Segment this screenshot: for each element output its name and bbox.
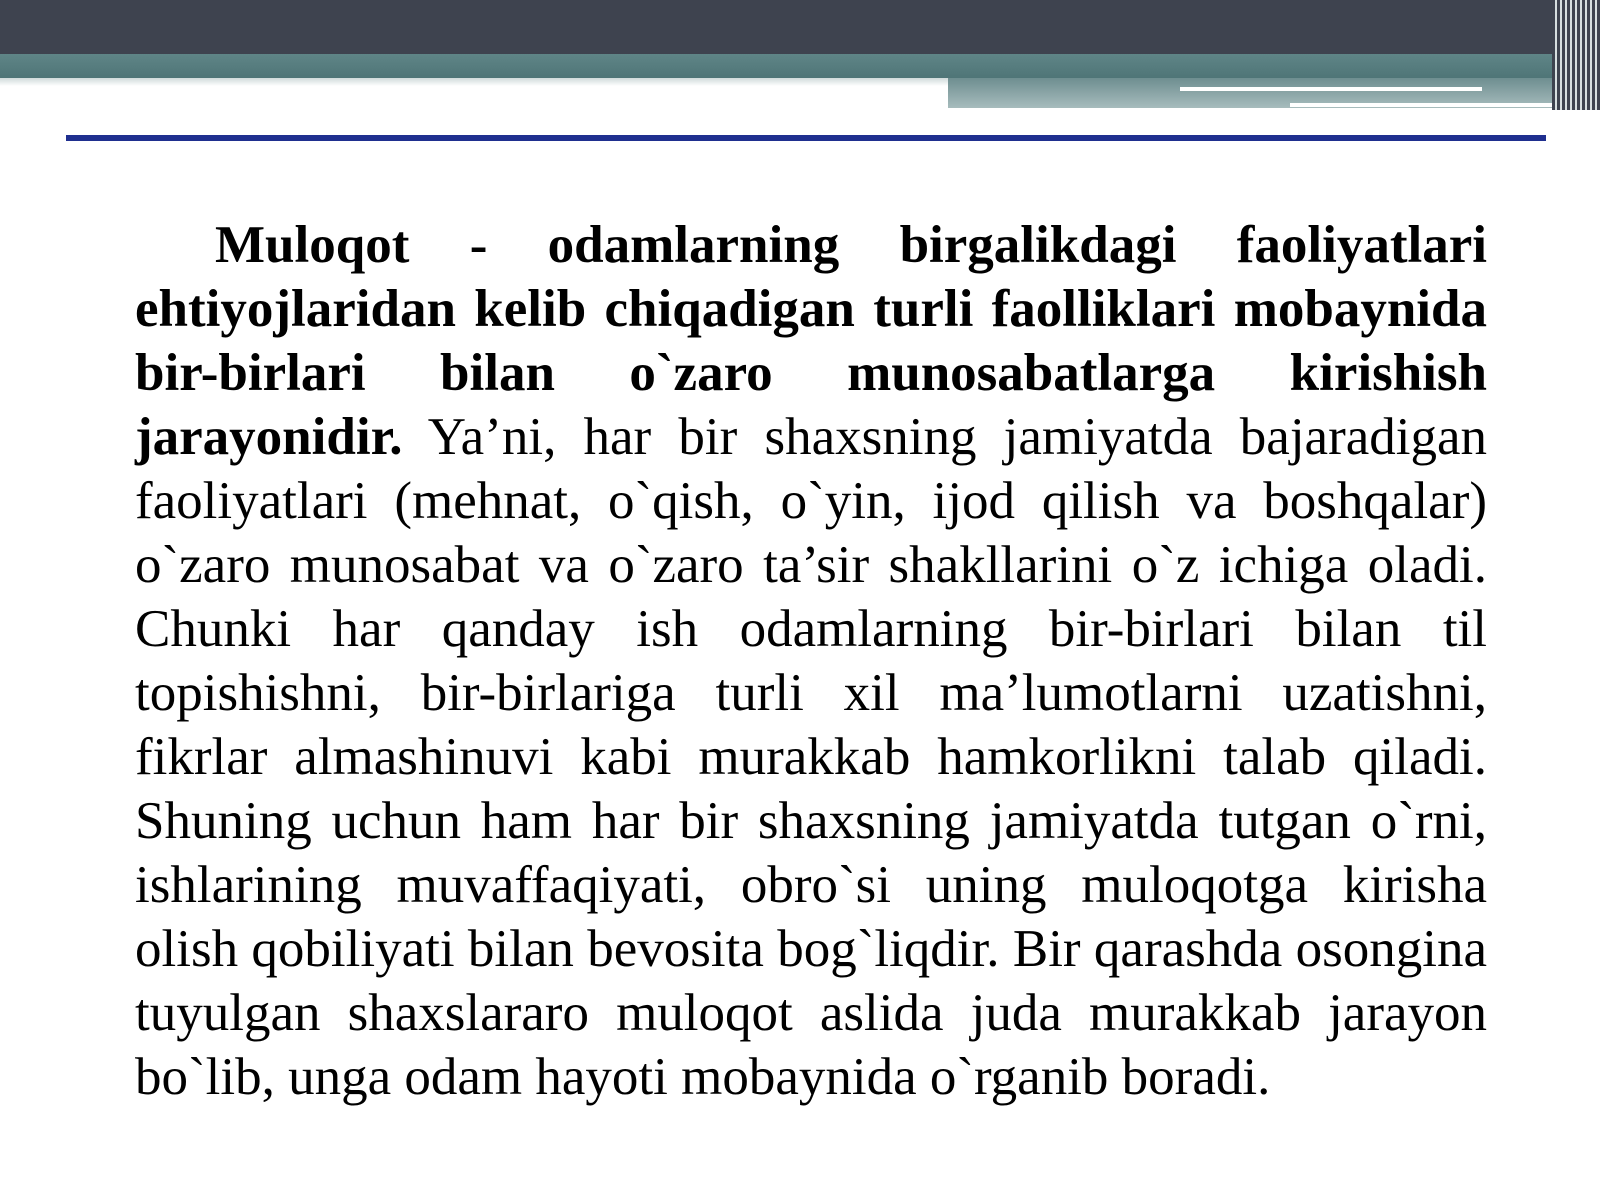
paragraph-body: Ya’ni, har bir shaxsning jamiyatda bajaradigan faoliyatlari (mehnat, o`qish, o`yin, ijod qilish va boshqalar) o`zaro munosabat va o`zaro ta’sir shakllarini o`z ichiga oladi. Chunki har qanday ish odamlarning bir-birlari bilan til topishishni, bir-birlariga turli xil ma’lumotlarni uzatishni, fikrlar almashinuvi kabi murakkab hamkorlikni talab qiladi. Shuning uchun ham har bir shaxsning jamiyatda tutgan o`rni, ishlarining muvaffaqiyati, obro`si uning muloqotga kirisha olish qobiliyati bilan bevosita bog`liqdir. Bir qarashda osongina tuyulgan shaxslararo muloqot aslida juda murakkab jarayon bo`lib, unga odam hayoti mobaynida o`rganib boradi. <box>135 408 1487 1106</box>
paragraph-lead: Muloqot - odamlarning birgalikdagi faoliyatlari ehtiyojlaridan kelib chiqadigan turli faolliklari mobaynida bir-birlari bilan o`zaro munosabatlarga kirishish jarayonidir. <box>135 216 1487 466</box>
header-accent-line <box>1290 103 1568 107</box>
slide-paragraph <box>135 213 1487 1109</box>
header-teal-bar <box>0 54 1600 78</box>
header-edge-stripes <box>1552 0 1600 110</box>
title-divider <box>66 135 1546 141</box>
header-accent-line <box>1180 87 1482 91</box>
header-shadow <box>0 78 950 86</box>
header-dark-bar <box>0 0 1600 54</box>
